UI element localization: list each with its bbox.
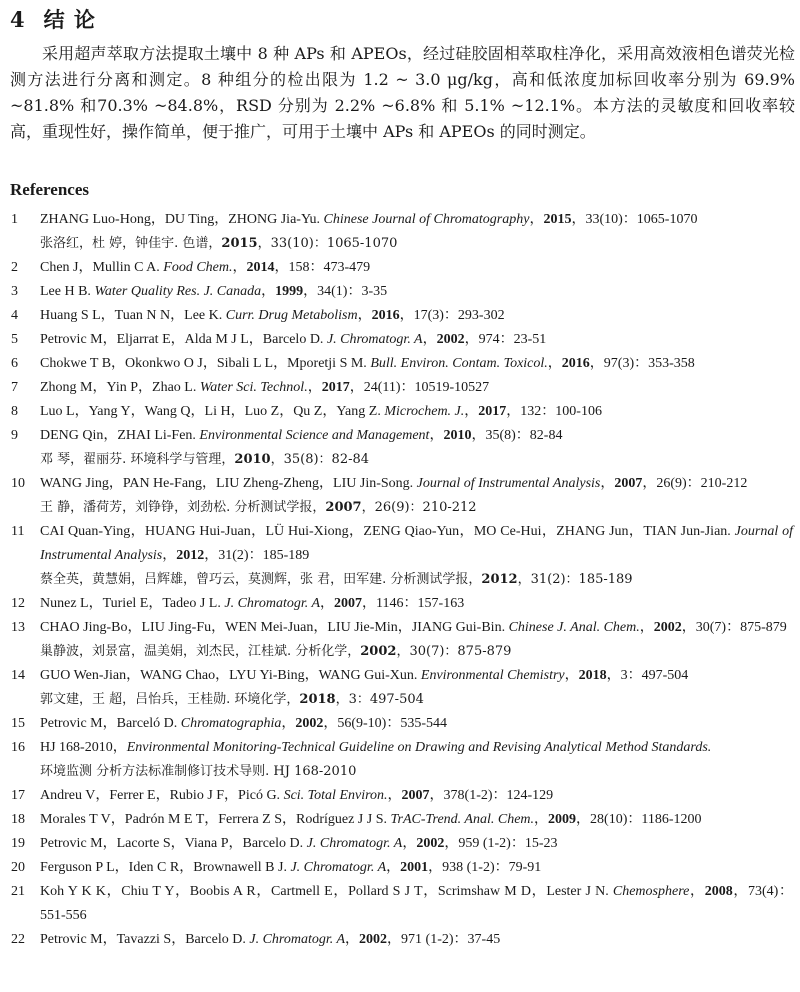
reference-details: ，378(1-2)：124-129: [429, 788, 554, 803]
reference-item: [0, 328, 800, 352]
reference-item: [0, 832, 800, 856]
reference-authors: CHAO Jing-Bo，LIU Jing-Fu，WEN Mei-Juan，LIU Jie-Min，JIANG Gui-Bin.: [40, 620, 509, 635]
reference-details: ，33(10)：1065-1070: [571, 212, 698, 227]
reference-authors: WANG Jing，PAN He-Fang，LIU Zheng-Zheng，LIU Jin-Song.: [40, 476, 417, 491]
reference-year: 2009: [548, 812, 577, 827]
reference-item: [0, 616, 800, 664]
reference-chinese-line: [40, 568, 793, 592]
reference-number: 2: [11, 260, 18, 275]
reference-line: [40, 736, 793, 760]
reference-year: 2018: [578, 668, 607, 683]
reference-details: ，34(1)：3-35: [303, 284, 388, 299]
reference-separator: ，: [162, 548, 177, 563]
reference-separator: ，: [429, 428, 444, 443]
reference-details: ，959 (1-2)：15-23: [444, 836, 558, 851]
reference-line: [40, 712, 793, 736]
reference-journal: Chromatographia: [180, 716, 282, 731]
reference-number: 17: [11, 788, 25, 803]
reference-year: 1999: [275, 284, 304, 299]
reference-authors: Petrovic M，Barceló D.: [40, 716, 181, 731]
reference-details: ，24(11)：10519-10527: [349, 380, 490, 395]
reference-number: 19: [11, 836, 25, 851]
reference-item: [0, 352, 800, 376]
reference-details: ，1146：157-163: [362, 596, 465, 611]
reference-line: [40, 784, 793, 808]
reference-separator: ，: [564, 668, 579, 683]
reference-year: 2007: [334, 596, 363, 611]
reference-year: 2010: [234, 452, 271, 467]
reference-year: 2007: [401, 788, 430, 803]
reference-number: 18: [11, 812, 25, 827]
reference-details: ，28(10)：1186-1200: [576, 812, 702, 827]
reference-authors: Ferguson P L，Iden C R，Brownawell B J.: [40, 860, 291, 875]
reference-details: ，35(8)：82-84: [471, 428, 563, 443]
reference-year: 2010: [443, 428, 472, 443]
reference-separator: ，: [232, 260, 247, 275]
reference-authors: GUO Wen-Jian，WANG Chao，LYU Yi-Bing，WANG Gui-Xun.: [40, 668, 421, 683]
reference-line: [40, 400, 793, 424]
reference-authors: Petrovic M，Eljarrat E，Alda M J L，Barcelo D.: [40, 332, 327, 347]
reference-line: [40, 616, 793, 640]
reference-journal: Water Sci. Technol.: [199, 380, 308, 395]
reference-details: ，31(2)：185-189: [517, 572, 633, 587]
reference-line: [40, 592, 793, 616]
reference-year: 2014: [246, 260, 275, 275]
reference-line: [40, 808, 793, 832]
reference-journal: J. Chromatogr. A: [306, 836, 403, 851]
reference-number: 9: [11, 428, 18, 443]
reference-authors: HJ 168-2010，: [40, 740, 127, 755]
reference-journal: J. Chromatogr. A: [224, 596, 321, 611]
reference-journal: Journal of Instrumental Analysis: [40, 524, 793, 563]
reference-details: ，33(10)：1065-1070: [257, 236, 398, 251]
reference-item: [0, 304, 800, 328]
reference-item: [0, 880, 800, 928]
reference-journal: Sci. Total Environ.: [283, 788, 388, 803]
reference-year: 2002: [295, 716, 324, 731]
reference-separator: ，: [320, 596, 335, 611]
reference-authors: Zhong M，Yin P，Zhao L.: [40, 380, 200, 395]
reference-list: [0, 208, 800, 952]
reference-item: [0, 208, 800, 256]
reference-separator: ，: [357, 308, 372, 323]
reference-item: [0, 808, 800, 832]
reference-number: 22: [11, 932, 25, 947]
reference-details: ，17(3)：293-302: [399, 308, 505, 323]
reference-line: [40, 304, 793, 328]
reference-authors: 郭文建，王 超，吕怡兵，王桂勋. 环境化学，: [40, 692, 300, 707]
reference-year: 2007: [325, 500, 362, 515]
reference-line: [40, 880, 793, 928]
reference-authors: 环境监测 分析方法标准制修订技术导则. HJ 168-2010: [40, 764, 357, 779]
reference-journal: Chemosphere: [612, 884, 690, 899]
reference-chinese-line: [40, 448, 793, 472]
reference-authors: Petrovic M，Tavazzi S，Barcelo D.: [40, 932, 250, 947]
reference-details: ，3：497-504: [606, 668, 689, 683]
reference-authors: 巢静波，刘景富，温美娟，刘杰民，江桂斌. 分析化学，: [40, 644, 361, 659]
reference-item: [0, 280, 800, 304]
reference-authors: Lee H B.: [40, 284, 95, 299]
reference-number: 4: [11, 308, 18, 323]
reference-chinese-line: [40, 496, 793, 520]
reference-journal: Curr. Drug Metabolism: [225, 308, 358, 323]
reference-number: 1: [11, 212, 18, 227]
reference-number: 21: [11, 884, 25, 899]
reference-details: ，73(4)：551-556: [40, 884, 794, 923]
reference-year: 2015: [221, 236, 258, 251]
reference-separator: ，: [529, 212, 544, 227]
reference-item: [0, 424, 800, 472]
reference-number: 3: [11, 284, 18, 299]
reference-number: 15: [11, 716, 25, 731]
reference-authors: 蔡全英，黄慧娟，吕辉雄，曾巧云，莫测辉，张 君，田军建. 分析测试学报，: [40, 572, 482, 587]
reference-number: 14: [11, 668, 25, 683]
reference-journal: Water Quality Res. J. Canada: [94, 284, 262, 299]
reference-separator: ，: [534, 812, 549, 827]
reference-authors: Koh Y K K，Chiu T Y，Boobis A R，Cartmell E，Pollard S J T，Scrimshaw M D，Lester J N.: [40, 884, 613, 899]
section-number: 4: [10, 7, 26, 32]
reference-journal: TrAC-Trend. Anal. Chem.: [390, 812, 535, 827]
reference-details: ，971 (1-2)：37-45: [387, 932, 501, 947]
reference-year: 2001: [400, 860, 429, 875]
reference-line: [40, 328, 793, 352]
reference-line: [40, 664, 793, 688]
reference-authors: Luo L，Yang Y，Wang Q，Li H，Luo Z，Qu Z，Yang Z.: [40, 404, 385, 419]
reference-details: ，3：497-504: [335, 692, 424, 707]
reference-journal: Journal of Instrumental Analysis: [416, 476, 601, 491]
reference-year: 2002: [359, 932, 388, 947]
reference-journal: Microchem. J.: [384, 404, 465, 419]
reference-year: 2002: [653, 620, 682, 635]
reference-journal: J. Chromatogr. A: [326, 332, 423, 347]
reference-journal: Chinese J. Anal. Chem.: [508, 620, 640, 635]
reference-details: ，158：473-479: [274, 260, 371, 275]
reference-year: 2016: [561, 356, 590, 371]
reference-year: 2002: [436, 332, 465, 347]
reference-journal: Environmental Science and Management: [199, 428, 430, 443]
reference-authors: ZHANG Luo-Hong，DU Ting，ZHONG Jia-Yu.: [40, 212, 324, 227]
reference-details: ，31(2)：185-189: [204, 548, 310, 563]
reference-year: 2002: [360, 644, 397, 659]
reference-year: 2017: [321, 380, 350, 395]
reference-year: 2018: [299, 692, 336, 707]
reference-item: [0, 592, 800, 616]
reference-authors: 邓 琴，翟丽芬. 环境科学与管理，: [40, 452, 235, 467]
reference-item: [0, 712, 800, 736]
reference-number: 20: [11, 860, 25, 875]
reference-separator: ，: [464, 404, 479, 419]
reference-item: [0, 736, 800, 784]
reference-journal: J. Chromatogr. A: [290, 860, 387, 875]
reference-item: [0, 664, 800, 712]
reference-line: [40, 832, 793, 856]
reference-year: 2008: [704, 884, 733, 899]
reference-authors: CAI Quan-Ying，HUANG Hui-Juan，LÜ Hui-Xiong，ZENG Qiao-Yun，MO Ce-Hui，ZHANG Jun，TIAN Jun-Jian.: [40, 524, 735, 539]
reference-number: 5: [11, 332, 18, 347]
reference-journal: Chinese Journal of Chromatography: [323, 212, 530, 227]
reference-separator: ，: [547, 356, 562, 371]
reference-authors: Morales T V，Padrón M E T，Ferrera Z S，Rodríguez J J S.: [40, 812, 391, 827]
reference-number: 12: [11, 596, 25, 611]
reference-details: ，97(3)：353-358: [589, 356, 695, 371]
reference-separator: ，: [281, 716, 296, 731]
reference-details: ，974：23-51: [464, 332, 547, 347]
reference-number: 6: [11, 356, 18, 371]
reference-year: 2012: [481, 572, 518, 587]
reference-number: 13: [11, 620, 25, 635]
reference-details: ，938 (1-2)：79-91: [428, 860, 542, 875]
reference-separator: ，: [639, 620, 654, 635]
reference-number: 11: [11, 524, 25, 539]
reference-journal: Environmental Monitoring-Technical Guideline on Drawing and Revising Analytical Method Standards.: [126, 740, 712, 755]
section-heading: [10, 4, 96, 34]
reference-separator: ，: [600, 476, 615, 491]
reference-chinese-line: [40, 688, 793, 712]
reference-separator: ，: [422, 332, 437, 347]
reference-authors: Petrovic M，Lacorte S，Viana P，Barcelo D.: [40, 836, 307, 851]
reference-year: 2007: [614, 476, 643, 491]
reference-item: [0, 400, 800, 424]
reference-line: [40, 376, 793, 400]
reference-details: ，30(7)：875-879: [396, 644, 512, 659]
reference-line: [40, 472, 793, 496]
reference-number: 10: [11, 476, 25, 491]
reference-authors: DENG Qin，ZHAI Li-Fen.: [40, 428, 200, 443]
reference-chinese-line: [40, 640, 793, 664]
reference-line: [40, 280, 793, 304]
conclusion-paragraph: 采用超声萃取方法提取土壤中 8 种 APs 和 APEOs，经过硅胶固相萃取柱净化，采用高效液相色谱荧光检测方法进行分离和测定。8 种组分的检出限为 1.2 ~ 3.0 μg/kg，高和低浓度加标回收率分别为 69.9% ~81.8% 和70.3% ~84.8%，RSD 分别为 2.2% ~6.8% 和 5.1% ~12.1%。本方法的灵敏度和回收率较高，重现性好，操作简单，便于推广，可用于土壤中 APs 和 APEOs 的同时测定。: [10, 44, 795, 141]
reference-item: [0, 376, 800, 400]
reference-line: [40, 424, 793, 448]
reference-separator: ，: [402, 836, 417, 851]
reference-details: ，56(9-10)：535-544: [323, 716, 448, 731]
reference-year: 2017: [478, 404, 507, 419]
reference-line: [40, 520, 793, 568]
reference-journal: Bull. Environ. Contam. Toxicol.: [370, 356, 548, 371]
reference-item: [0, 928, 800, 952]
reference-authors: Andreu V，Ferrer E，Rubio J F，Picó G.: [40, 788, 284, 803]
reference-details: ，26(9)：210-212: [642, 476, 748, 491]
reference-chinese-line: [40, 760, 793, 784]
reference-separator: ，: [307, 380, 322, 395]
reference-authors: Nunez L，Turiel E，Tadeo J L.: [40, 596, 225, 611]
reference-line: [40, 208, 793, 232]
reference-authors: 张洛红，杜 婷，钟佳宇. 色谱，: [40, 236, 222, 251]
reference-separator: ，: [689, 884, 705, 899]
reference-item: [0, 784, 800, 808]
reference-item: [0, 856, 800, 880]
reference-details: ，132：100-106: [506, 404, 602, 419]
reference-line: [40, 256, 793, 280]
reference-authors: Huang S L，Tuan N N，Lee K.: [40, 308, 226, 323]
reference-authors: Chen J，Mullin C A.: [40, 260, 164, 275]
reference-year: 2012: [176, 548, 205, 563]
reference-line: [40, 928, 793, 952]
reference-details: ，26(9)：210-212: [361, 500, 477, 515]
reference-year: 2016: [371, 308, 400, 323]
reference-details: ，30(7)：875-879: [681, 620, 787, 635]
reference-year: 2015: [543, 212, 572, 227]
references-heading: References: [10, 180, 89, 199]
reference-authors: 王 静，潘荷芳，刘铮铮，刘劲松. 分析测试学报，: [40, 500, 326, 515]
reference-details: ，35(8)：82-84: [270, 452, 370, 467]
reference-separator: ，: [387, 788, 402, 803]
reference-number: 8: [11, 404, 18, 419]
reference-separator: ，: [345, 932, 360, 947]
reference-journal: J. Chromatogr. A: [249, 932, 346, 947]
reference-separator: ，: [386, 860, 401, 875]
reference-separator: ，: [261, 284, 276, 299]
reference-number: 7: [11, 380, 18, 395]
reference-item: [0, 256, 800, 280]
reference-line: [40, 352, 793, 376]
reference-year: 2002: [416, 836, 445, 851]
reference-item: [0, 520, 800, 592]
reference-line: [40, 856, 793, 880]
reference-journal: Food Chem.: [163, 260, 233, 275]
reference-journal: Environmental Chemistry: [420, 668, 565, 683]
reference-chinese-line: [40, 232, 793, 256]
reference-authors: Chokwe T B，Okonkwo O J，Sibali L L，Mporetji S M.: [40, 356, 371, 371]
section-title: 结 论: [43, 7, 96, 32]
reference-item: [0, 472, 800, 520]
reference-number: 16: [11, 740, 25, 755]
